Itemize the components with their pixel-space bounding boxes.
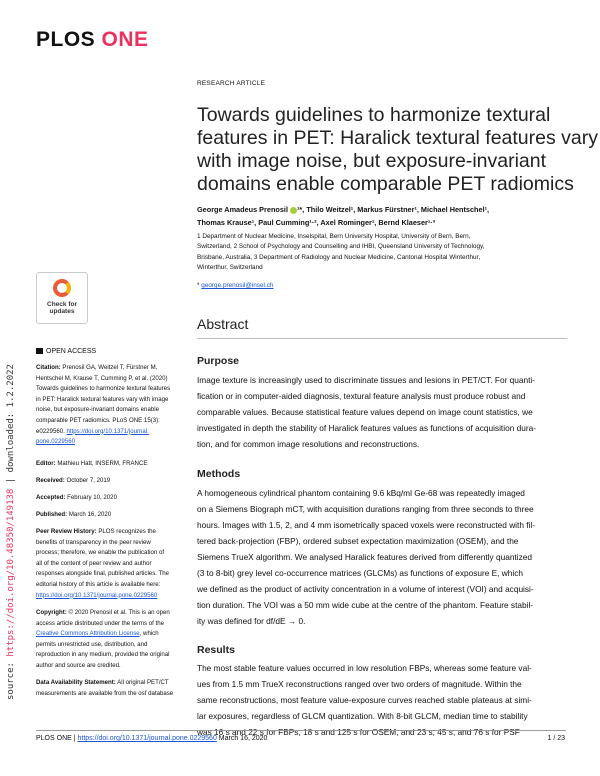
methods-text: A homogeneous cylindrical phantom containing 9.6 kBq/ml Ge-68 was repeatedly imaged on a Siemens Biograph mCT, with acquisition durations ranging from three seconds to three hours. Images with 1.5, 2, and 4 mm isometrically spaced voxels were reconstructed with fil- tered back-projection (FBP), ordered subset expectation maximization (OSEM), and the Siemens TrueX algorithm. We analysed Haralick features derived from differently quantized (3 to 8-bit) grey level co-occurrence matrices (GLCMs) as functions of exposure E, which we defined as the product of activity concentration in a volume of interest (VOI) and acquisi- tion duration. The VOI was a 50 mm wide cube at the centre of the phantom. Feature stabil- ity was defined for df/dE → 0. <box>197 488 536 626</box>
journal-logo: PLOS ONE <box>36 28 149 51</box>
purpose-text: Image texture is increasingly used to discriminate tissues and lesions in PET/CT. For quanti- fication or in computer-aided diagnosis, textural feature analysis must produce robust and comparable values. Because statistical feature values depend on image count statistics, we investigated in depth the stability of Haralick features values as functions of acquisition dura- tion, and for common image resolutions and reconstructions. <box>197 375 536 449</box>
email-link[interactable]: george.prenosil@insel.ch <box>201 282 274 289</box>
published-date: Published: March 16, 2020 <box>36 511 112 518</box>
page-number: 1 / 23 <box>547 735 565 742</box>
results-text: The most stable feature values occurred in low resolution FBPs, whereas some feature val- ues from 1.5 mm TrueX reconstructions ranged over two orders of magnitude. Within the same reconstructions, most feature value-exposure curves reached stable plateaus at simi- lar exposures, regardless of GLCM quantization. With 8-bit GLCM, median time to stability was 16 s and 22 s for FBPs, 18 s and 125 s for OSEM, and 23 s, 45 s, and 76 s for PSF <box>197 663 532 737</box>
footer-doi-link[interactable]: https://doi.org/10.1371/journal.pone.0229560 <box>77 735 217 742</box>
article-type: RESEARCH ARTICLE <box>197 80 266 87</box>
download-watermark: source: https://doi.org/10.48350/149138 | downloaded: 1.2.2022 <box>6 364 16 700</box>
data-availability: Data Availability Statement: All original PET/CT measurements are available from the osf database <box>36 679 174 697</box>
corresponding-email: * george.prenosil@insel.ch <box>197 282 274 289</box>
crossmark-icon <box>53 279 71 297</box>
footer-citation: PLOS ONE | https://doi.org/10.1371/journal.pone.0229560 March 16, 2020 <box>36 735 268 742</box>
author-list: George Amadeus Prenosil ¹*, Thilo Weitzel¹, Markus Fürstner¹, Michael Hentschel¹, Thomas Krause¹, Paul Cumming¹·², Axel Rominger¹, Bernd Klaeser¹·³ <box>197 205 490 227</box>
check-for-updates-badge[interactable]: Check for updates <box>36 272 88 324</box>
citation-doi-link-cont[interactable]: pone.0229560 <box>36 438 75 446</box>
peer-review-link[interactable]: https://doi.org/10.1371/journal.pone.0229560 <box>36 591 158 599</box>
editor: Editor: Mathieu Hatt, INSERM, FRANCE <box>36 460 148 467</box>
affiliations: 1 Department of Nuclear Medicine, Inselspital, Bern University Hospital, University of Bern, Bern, Switzerland, 2 School of Psychology and Counselling and IHBI, Queensland University of Technology, Brisbane, Australia, 3 Department of Radiology and Nuclear Medicine, Cantonal Hospital Winterthur, Winterthur, Switzerland <box>197 233 485 272</box>
peer-review-history: Peer Review History: PLOS recognizes the benefits of transparency in the peer review process; therefore, we enable the publication of all of the content of peer review and author responses alongside final, published articles. The editorial history of this article is available here: https://doi.org/10.1371/journal.pone.0229560 <box>36 528 170 599</box>
orcid-icon[interactable] <box>290 207 297 214</box>
results-heading: Results <box>197 644 235 656</box>
abstract-divider <box>197 338 567 339</box>
article-title: Towards guidelines to harmonize textural features in PET: Haralick textural features vary with image noise, but exposure-invariant domains enable comparable PET radiomics <box>197 104 598 195</box>
copyright: Copyright: © 2020 Prenosil et al. This is an open access article distributed under the terms of the Creative Commons Attribution License, which permits unrestricted use, distribution, and reproduction in any medium, provided the original author and source are credited. <box>36 609 170 669</box>
footer-divider <box>36 730 566 731</box>
open-access-label: OPEN ACCESS <box>36 347 96 355</box>
purpose-heading: Purpose <box>197 355 240 367</box>
abstract-heading: Abstract <box>197 316 249 332</box>
cc-license-link[interactable]: Creative Commons Attribution License <box>36 630 140 638</box>
methods-heading: Methods <box>197 468 241 480</box>
lock-icon <box>36 348 43 354</box>
accepted-date: Accepted: February 10, 2020 <box>36 494 117 501</box>
citation-block: Citation: Prenosil GA, Weitzel T, Fürstner M, Hentschel M, Krause T, Cumming P, et al. (2020) Towards guidelines to harmonize textural features in PET: Haralick textural features vary with image noise, but exposure-invariant domains enable comparable PET radiomics. PLoS ONE 15(3): e0229560. https://doi.org/10.1371/journal. pone.0229560 <box>36 364 171 446</box>
citation-doi-link[interactable]: https://doi.org/10.1371/journal. <box>66 427 149 435</box>
received-date: Received: October 7, 2019 <box>36 477 111 484</box>
